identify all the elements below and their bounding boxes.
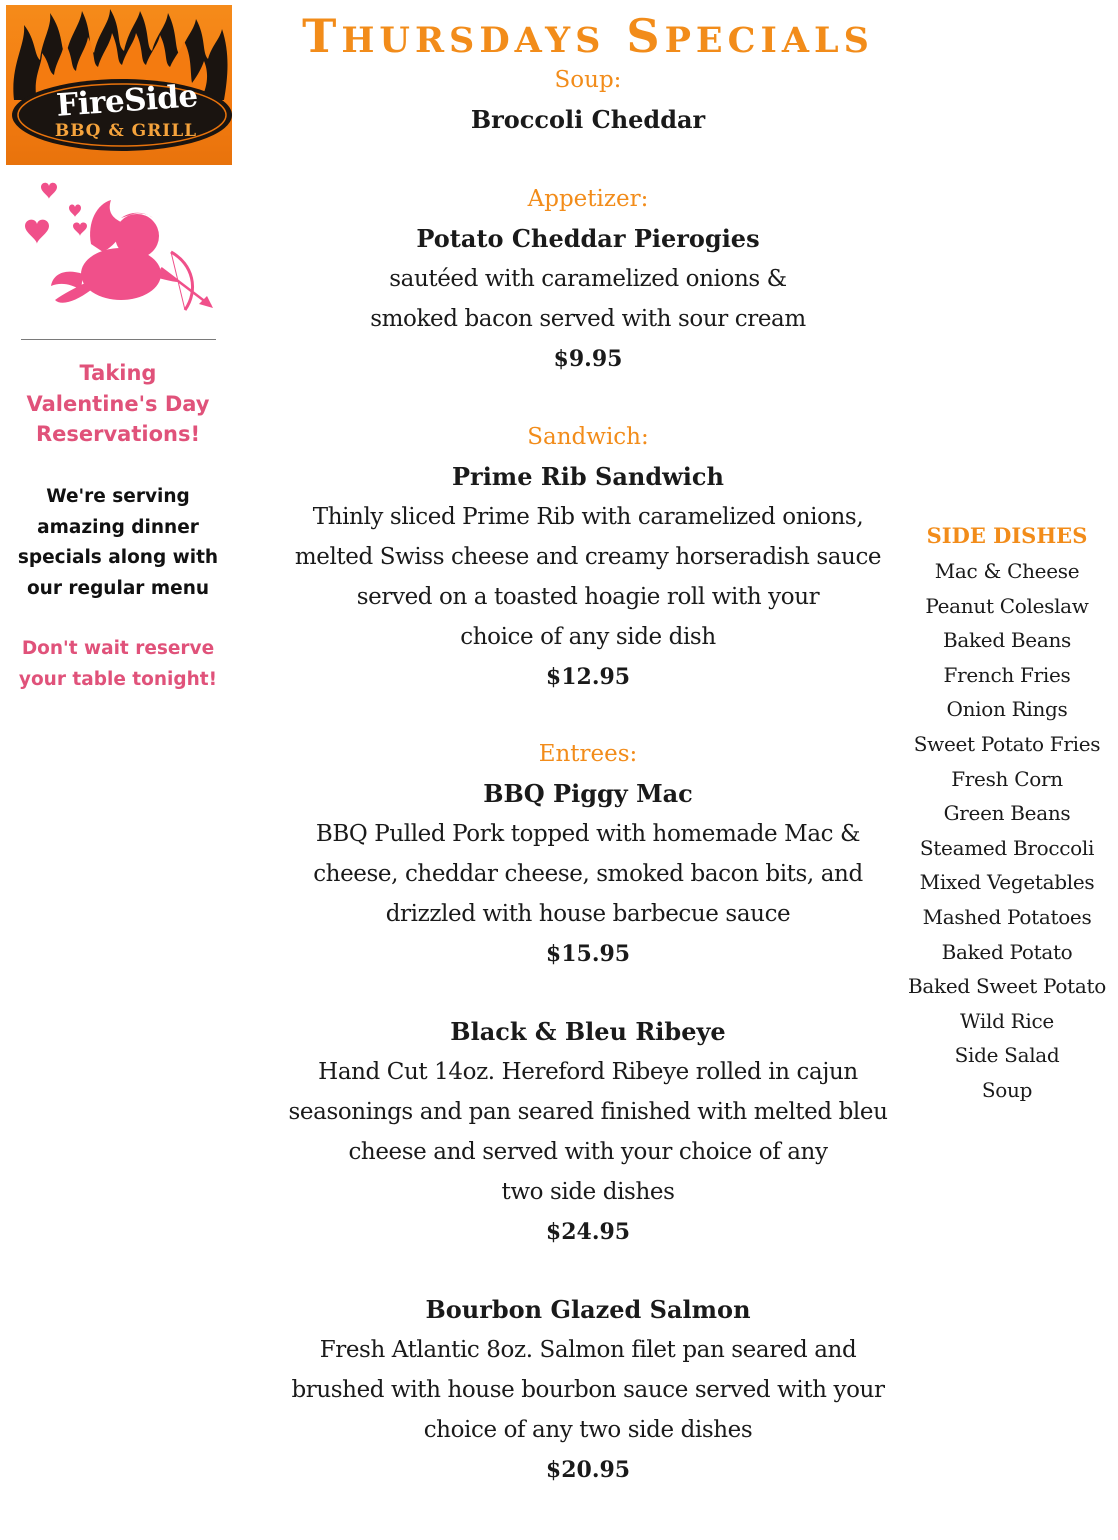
entree-description: brushed with house bourbon sauce served with your — [291, 1377, 885, 1403]
appetizer-section — [282, 179, 894, 379]
entree-description: cheese, cheddar cheese, smoked bacon bits, and — [313, 861, 863, 887]
divider — [21, 339, 216, 340]
logo-tagline: BBQ & GRILL — [54, 121, 198, 141]
side-dish-item: Baked Potato — [941, 939, 1073, 964]
entree-description: cheese and served with your choice of any — [348, 1139, 828, 1165]
heart-icon — [25, 220, 49, 244]
heart-icon — [73, 222, 87, 236]
promo-line: Valentine's Day — [26, 391, 210, 416]
entree-description: Fresh Atlantic 8oz. Salmon filet pan seared and — [319, 1337, 857, 1363]
promo-line: amazing dinner — [37, 516, 199, 538]
page-title: THURSDAYS SPECIALS — [302, 9, 874, 63]
promo-line: Reservations! — [35, 422, 201, 446]
side-dish-item: Soup — [981, 1077, 1033, 1102]
soup-name: Broccoli Cheddar — [470, 105, 706, 134]
side-dish-item: French Fries — [943, 662, 1071, 687]
promo-line: We're serving — [46, 486, 190, 507]
soup-section — [282, 60, 894, 140]
sandwich-section — [282, 417, 894, 697]
appetizer-description: sautéed with caramelized onions & — [389, 266, 787, 292]
valentine-body — [16, 482, 220, 604]
entrees-heading: Entrees: — [538, 741, 638, 767]
entree-name: Bourbon Glazed Salmon — [425, 1295, 751, 1324]
valentine-headline — [16, 358, 220, 450]
appetizer-description: smoked bacon served with sour cream — [370, 306, 806, 332]
side-dish-item: Onion Rings — [946, 697, 1068, 722]
appetizer-name: Potato Cheddar Pierogies — [416, 224, 760, 253]
heart-icon — [41, 183, 57, 199]
entree-description: choice of any two side dishes — [423, 1417, 753, 1443]
cupid-icon — [21, 182, 216, 337]
entree-description: seasonings and pan seared finished with melted bleu — [288, 1099, 888, 1125]
soup-heading: Soup: — [554, 67, 622, 93]
entree-description: two side dishes — [501, 1179, 675, 1205]
side-dish-item: Peanut Coleslaw — [925, 593, 1089, 618]
fireside-logo — [6, 5, 232, 165]
side-dish-item: Mashed Potatoes — [922, 904, 1092, 929]
sandwich-description: melted Swiss cheese and creamy horseradish sauce — [294, 544, 882, 570]
entree-price: $15.95 — [545, 941, 631, 967]
entrees-section — [282, 734, 894, 974]
appetizer-price: $9.95 — [553, 346, 623, 372]
promo-line: our regular menu — [26, 577, 210, 599]
sandwich-name: Prime Rib Sandwich — [452, 462, 724, 491]
sandwich-heading: Sandwich: — [527, 424, 649, 450]
side-dish-item: Fresh Corn — [951, 766, 1063, 791]
side-dish-item: Baked Beans — [942, 628, 1072, 653]
entree-description: drizzled with house barbecue sauce — [385, 901, 791, 927]
entree-price: $20.95 — [545, 1457, 631, 1483]
side-dish-item: Side Salad — [954, 1043, 1060, 1068]
side-dishes-heading: SIDE DISHES — [926, 523, 1088, 548]
heart-icon — [69, 204, 81, 217]
entree-item — [282, 1290, 894, 1490]
entree-price: $24.95 — [545, 1219, 631, 1245]
promo-line: Taking — [79, 361, 157, 385]
promo-line: Don't wait reserve — [21, 638, 215, 659]
entree-item — [282, 1012, 894, 1252]
valentine-cta — [16, 634, 220, 695]
appetizer-heading: Appetizer: — [527, 186, 649, 212]
logo-name: FireSide — [55, 78, 199, 124]
sandwich-description: choice of any side dish — [460, 624, 716, 650]
promo-line: specials along with — [17, 547, 219, 568]
entree-description: BBQ Pulled Pork topped with homemade Mac & — [315, 821, 861, 847]
side-dish-item: Mixed Vegetables — [919, 870, 1095, 895]
side-dishes-list — [896, 518, 1118, 1108]
sandwich-description: Thinly sliced Prime Rib with caramelized onions, — [312, 504, 864, 530]
entree-name: BBQ Piggy Mac — [483, 779, 693, 808]
side-dish-item: Green Beans — [943, 801, 1071, 826]
side-dish-item: Baked Sweet Potato — [908, 974, 1106, 999]
side-dish-item: Steamed Broccoli — [919, 835, 1095, 860]
side-dish-item: Mac & Cheese — [934, 559, 1080, 583]
promo-line: your table tonight! — [18, 668, 218, 690]
side-dish-item: Sweet Potato Fries — [913, 731, 1101, 756]
side-dish-item: Wild Rice — [960, 1008, 1054, 1033]
sandwich-description: served on a toasted hoagie roll with your — [356, 584, 820, 610]
sandwich-price: $12.95 — [545, 664, 631, 690]
entree-description: Hand Cut 14oz. Hereford Ribeye rolled in cajun — [318, 1059, 858, 1085]
entree-name: Black & Bleu Ribeye — [450, 1017, 726, 1046]
